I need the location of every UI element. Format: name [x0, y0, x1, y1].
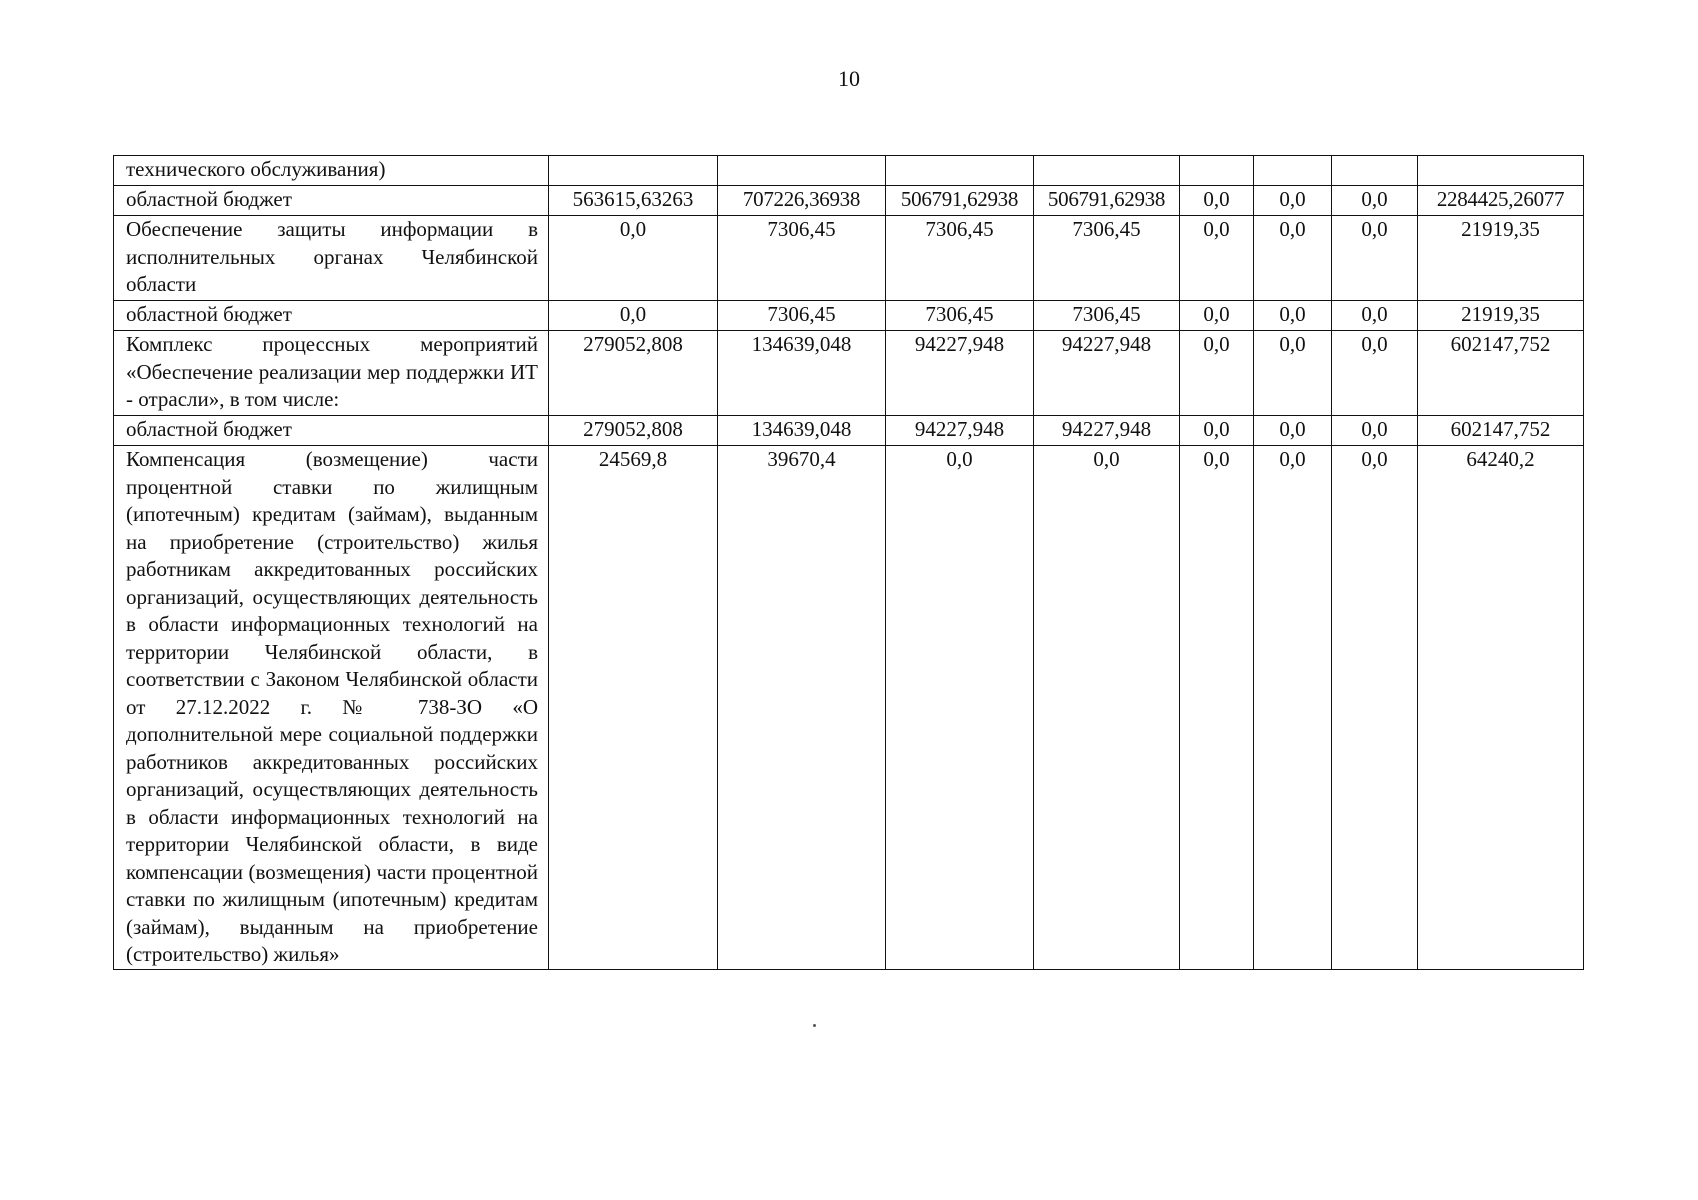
value-cell: 94227,948: [1034, 416, 1180, 446]
value-cell: 7306,45: [1034, 301, 1180, 331]
value-cell: 0,0: [1180, 416, 1254, 446]
value-cell: 7306,45: [718, 301, 886, 331]
value-cell: 0,0: [1332, 216, 1418, 301]
row-name: областной бюджет: [114, 301, 549, 331]
value-cell: 0,0: [1254, 416, 1332, 446]
row-name: Обеспечение защиты информации в исполнительных органах Челябинской области: [114, 216, 549, 301]
value-cell: 134639,048: [718, 416, 886, 446]
value-cell: 0,0: [1180, 446, 1254, 970]
table-row: [114, 416, 1584, 446]
value-cell: 563615,63263: [549, 186, 718, 216]
row-name: областной бюджет: [114, 416, 549, 446]
value-cell: 0,0: [1180, 331, 1254, 416]
table-row: [114, 331, 1584, 416]
value-cell: 7306,45: [718, 216, 886, 301]
value-cell: 0,0: [1254, 301, 1332, 331]
row-name: областной бюджет: [114, 186, 549, 216]
value-cell: 602147,752: [1418, 416, 1584, 446]
value-cell: 0,0: [1332, 301, 1418, 331]
row-name: Компенсация (возмещение) части процентной ставки по жилищным (ипотечным) кредитам (займам), выданным на приобретение (строительство) жилья работникам аккредитованных российских организаций, осуществляющих деятельность в области информационных технологий на территории Челябинской области, в соответствии с Законом Челябинской области от 27.12.2022 г. № 738-ЗО «О дополнительной мере социальной поддержки работников аккредитованных российских организаций, осуществляющих деятельность в области информационных технологий на территории Челябинской области, в виде компенсации (возмещения) части процентной ставки по жилищным (ипотечным) кредитам (займам), выданным на приобретение (строительство) жилья»: [114, 446, 549, 970]
table-row: [114, 186, 1584, 216]
value-cell: 0,0: [1332, 446, 1418, 970]
value-cell: 39670,4: [718, 446, 886, 970]
value-cell: 2284425,26077: [1418, 186, 1584, 216]
value-cell: 0,0: [1254, 331, 1332, 416]
value-cell: 0,0: [549, 301, 718, 331]
value-cell: [1180, 156, 1254, 186]
value-cell: [1034, 156, 1180, 186]
scan-speck: [813, 1024, 816, 1027]
value-cell: 7306,45: [886, 216, 1034, 301]
value-cell: 506791,62938: [886, 186, 1034, 216]
value-cell: 279052,808: [549, 416, 718, 446]
value-cell: 0,0: [1332, 331, 1418, 416]
value-cell: 7306,45: [886, 301, 1034, 331]
table-row: [114, 446, 1584, 970]
page-number: 10: [838, 66, 860, 91]
table-row: [114, 301, 1584, 331]
value-cell: 7306,45: [1034, 216, 1180, 301]
value-cell: 279052,808: [549, 331, 718, 416]
value-cell: [1418, 156, 1584, 186]
value-cell: 0,0: [886, 446, 1034, 970]
value-cell: 21919,35: [1418, 301, 1584, 331]
row-name: технического обслуживания): [114, 156, 549, 186]
table-row: [114, 156, 1584, 186]
value-cell: 0,0: [1332, 416, 1418, 446]
value-cell: 602147,752: [1418, 331, 1584, 416]
row-name: Комплекс процессных мероприятий «Обеспечение реализации мер поддержки ИТ - отрасли», в том числе:: [114, 331, 549, 416]
value-cell: 0,0: [1180, 301, 1254, 331]
value-cell: 94227,948: [1034, 331, 1180, 416]
value-cell: 707226,36938: [718, 186, 886, 216]
value-cell: 94227,948: [886, 331, 1034, 416]
value-cell: 64240,2: [1418, 446, 1584, 970]
value-cell: 21919,35: [1418, 216, 1584, 301]
value-cell: 94227,948: [886, 416, 1034, 446]
value-cell: 0,0: [1180, 216, 1254, 301]
value-cell: 0,0: [1034, 446, 1180, 970]
value-cell: 0,0: [1254, 186, 1332, 216]
value-cell: 0,0: [1254, 446, 1332, 970]
value-cell: 506791,62938: [1034, 186, 1180, 216]
value-cell: 0,0: [1180, 186, 1254, 216]
value-cell: 0,0: [1254, 216, 1332, 301]
value-cell: 134639,048: [718, 331, 886, 416]
value-cell: 0,0: [549, 216, 718, 301]
value-cell: [718, 156, 886, 186]
budget-table: [113, 155, 1584, 970]
table-row: [114, 216, 1584, 301]
value-cell: [549, 156, 718, 186]
value-cell: [1332, 156, 1418, 186]
value-cell: 0,0: [1332, 186, 1418, 216]
value-cell: 24569,8: [549, 446, 718, 970]
value-cell: [886, 156, 1034, 186]
value-cell: [1254, 156, 1332, 186]
